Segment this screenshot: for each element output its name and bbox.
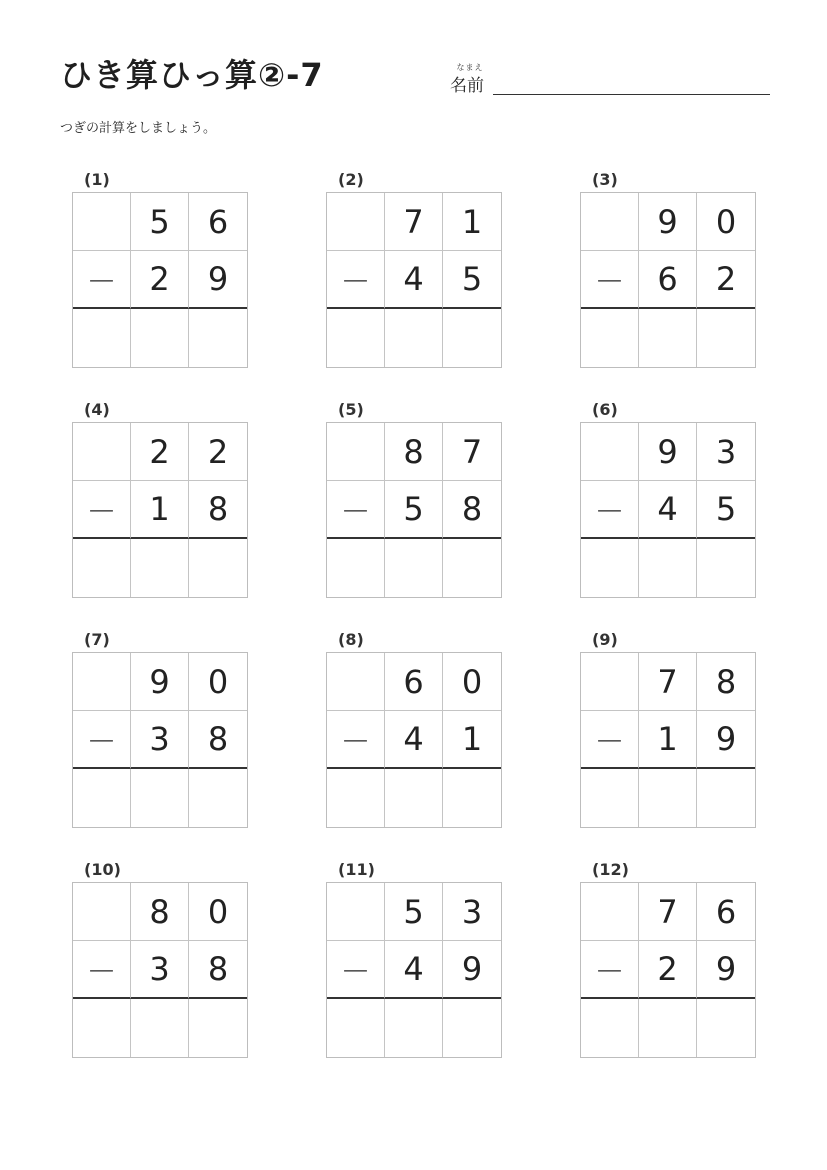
answer-cell-ones[interactable] [189, 539, 247, 597]
answer-cell-ones[interactable] [443, 309, 501, 367]
problem-number: (4) [84, 400, 110, 419]
subtrahend-ones-digit: 5 [697, 481, 755, 539]
answer-cell-hundreds[interactable] [73, 309, 131, 367]
answer-cell-tens[interactable] [639, 539, 697, 597]
answer-cell-tens[interactable] [639, 769, 697, 827]
subtrahend-ones-digit: 8 [189, 481, 247, 539]
subtrahend-tens-digit: 5 [385, 481, 443, 539]
minus-sign: － [73, 481, 131, 539]
empty-cell [327, 883, 385, 941]
problem-number: (3) [592, 170, 618, 189]
minuend-ones-digit: 0 [189, 653, 247, 711]
name-field-area [450, 62, 770, 98]
minuend-tens-digit: 9 [131, 653, 189, 711]
answer-cell-ones[interactable] [697, 769, 755, 827]
minuend-tens-digit: 7 [639, 883, 697, 941]
problem-number: (2) [338, 170, 364, 189]
minuend-ones-digit: 8 [697, 653, 755, 711]
subtrahend-tens-digit: 1 [131, 481, 189, 539]
empty-cell [327, 423, 385, 481]
answer-cell-tens[interactable] [131, 999, 189, 1057]
problem-number: (12) [592, 860, 629, 879]
answer-cell-ones[interactable] [189, 769, 247, 827]
subtrahend-ones-digit: 9 [697, 711, 755, 769]
answer-cell-tens[interactable] [385, 769, 443, 827]
empty-cell [73, 653, 131, 711]
minuend-tens-digit: 9 [639, 193, 697, 251]
answer-cell-tens[interactable] [131, 769, 189, 827]
answer-cell-hundreds[interactable] [581, 769, 639, 827]
answer-cell-ones[interactable] [443, 999, 501, 1057]
minuend-ones-digit: 7 [443, 423, 501, 481]
empty-cell [327, 653, 385, 711]
calculation-grid [72, 422, 248, 598]
answer-cell-tens[interactable] [385, 999, 443, 1057]
answer-cell-tens[interactable] [131, 309, 189, 367]
minuend-ones-digit: 0 [697, 193, 755, 251]
problem-number: (10) [84, 860, 121, 879]
answer-cell-hundreds[interactable] [73, 539, 131, 597]
problem-number: (9) [592, 630, 618, 649]
answer-cell-hundreds[interactable] [581, 309, 639, 367]
problem-number: (8) [338, 630, 364, 649]
empty-cell [73, 883, 131, 941]
answer-cell-hundreds[interactable] [73, 999, 131, 1057]
empty-cell [581, 883, 639, 941]
minuend-ones-digit: 3 [697, 423, 755, 481]
answer-cell-tens[interactable] [385, 309, 443, 367]
subtrahend-tens-digit: 2 [131, 251, 189, 309]
subtrahend-tens-digit: 4 [385, 941, 443, 999]
answer-cell-ones[interactable] [189, 999, 247, 1057]
minuend-ones-digit: 3 [443, 883, 501, 941]
minuend-tens-digit: 6 [385, 653, 443, 711]
answer-cell-ones[interactable] [697, 309, 755, 367]
calculation-grid [580, 652, 756, 828]
minus-sign: － [581, 711, 639, 769]
minuend-ones-digit: 6 [189, 193, 247, 251]
empty-cell [581, 423, 639, 481]
answer-cell-tens[interactable] [131, 539, 189, 597]
subtrahend-ones-digit: 2 [697, 251, 755, 309]
minuend-ones-digit: 0 [443, 653, 501, 711]
minus-sign: － [73, 251, 131, 309]
minus-sign: － [327, 941, 385, 999]
minuend-ones-digit: 0 [189, 883, 247, 941]
minuend-tens-digit: 7 [385, 193, 443, 251]
problem-number: (1) [84, 170, 110, 189]
subtrahend-tens-digit: 4 [385, 711, 443, 769]
subtrahend-tens-digit: 1 [639, 711, 697, 769]
problem-number: (11) [338, 860, 375, 879]
calculation-grid [72, 192, 248, 368]
subtrahend-tens-digit: 4 [385, 251, 443, 309]
calculation-grid [580, 192, 756, 368]
minuend-ones-digit: 1 [443, 193, 501, 251]
empty-cell [581, 653, 639, 711]
calculation-grid [580, 422, 756, 598]
calculation-grid [580, 882, 756, 1058]
answer-cell-ones[interactable] [697, 999, 755, 1057]
subtrahend-ones-digit: 8 [189, 711, 247, 769]
answer-cell-hundreds[interactable] [581, 539, 639, 597]
minus-sign: － [581, 251, 639, 309]
minuend-tens-digit: 9 [639, 423, 697, 481]
minus-sign: － [581, 941, 639, 999]
subtrahend-ones-digit: 9 [443, 941, 501, 999]
empty-cell [581, 193, 639, 251]
answer-cell-hundreds[interactable] [73, 769, 131, 827]
answer-cell-ones[interactable] [443, 539, 501, 597]
minuend-tens-digit: 5 [385, 883, 443, 941]
subtrahend-ones-digit: 5 [443, 251, 501, 309]
subtrahend-tens-digit: 2 [639, 941, 697, 999]
answer-cell-hundreds[interactable] [327, 539, 385, 597]
problem-number: (6) [592, 400, 618, 419]
instruction-text: つぎの計算をしましょう。 [60, 121, 217, 136]
minus-sign: － [327, 481, 385, 539]
answer-cell-tens[interactable] [385, 539, 443, 597]
answer-cell-hundreds[interactable] [327, 769, 385, 827]
minus-sign: － [327, 251, 385, 309]
subtrahend-tens-digit: 3 [131, 941, 189, 999]
subtrahend-tens-digit: 3 [131, 711, 189, 769]
minus-sign: － [73, 711, 131, 769]
calculation-grid [72, 882, 248, 1058]
minuend-tens-digit: 7 [639, 653, 697, 711]
answer-cell-tens[interactable] [639, 309, 697, 367]
answer-cell-hundreds[interactable] [327, 999, 385, 1057]
answer-cell-hundreds[interactable] [327, 309, 385, 367]
calculation-grid [326, 192, 502, 368]
subtrahend-ones-digit: 9 [697, 941, 755, 999]
answer-cell-ones[interactable] [697, 539, 755, 597]
problem-number: (5) [338, 400, 364, 419]
name-write-line[interactable] [493, 94, 770, 95]
subtrahend-ones-digit: 8 [189, 941, 247, 999]
empty-cell [327, 193, 385, 251]
subtrahend-ones-digit: 8 [443, 481, 501, 539]
minuend-ones-digit: 2 [189, 423, 247, 481]
empty-cell [73, 193, 131, 251]
calculation-grid [72, 652, 248, 828]
answer-cell-hundreds[interactable] [581, 999, 639, 1057]
minuend-tens-digit: 2 [131, 423, 189, 481]
minuend-tens-digit: 8 [385, 423, 443, 481]
answer-cell-ones[interactable] [189, 309, 247, 367]
name-ruby: なまえ [456, 63, 484, 72]
subtrahend-ones-digit: 9 [189, 251, 247, 309]
minus-sign: － [73, 941, 131, 999]
calculation-grid [326, 422, 502, 598]
problem-number: (7) [84, 630, 110, 649]
minuend-tens-digit: 8 [131, 883, 189, 941]
subtrahend-ones-digit: 1 [443, 711, 501, 769]
answer-cell-ones[interactable] [443, 769, 501, 827]
calculation-grid [326, 882, 502, 1058]
calculation-grid [326, 652, 502, 828]
answer-cell-tens[interactable] [639, 999, 697, 1057]
minuend-ones-digit: 6 [697, 883, 755, 941]
name-label: 名前 [450, 76, 484, 96]
minuend-tens-digit: 5 [131, 193, 189, 251]
empty-cell [73, 423, 131, 481]
subtrahend-tens-digit: 6 [639, 251, 697, 309]
worksheet-title: ひき算ひっ算②-7 [60, 56, 324, 94]
subtrahend-tens-digit: 4 [639, 481, 697, 539]
minus-sign: － [327, 711, 385, 769]
minus-sign: － [581, 481, 639, 539]
